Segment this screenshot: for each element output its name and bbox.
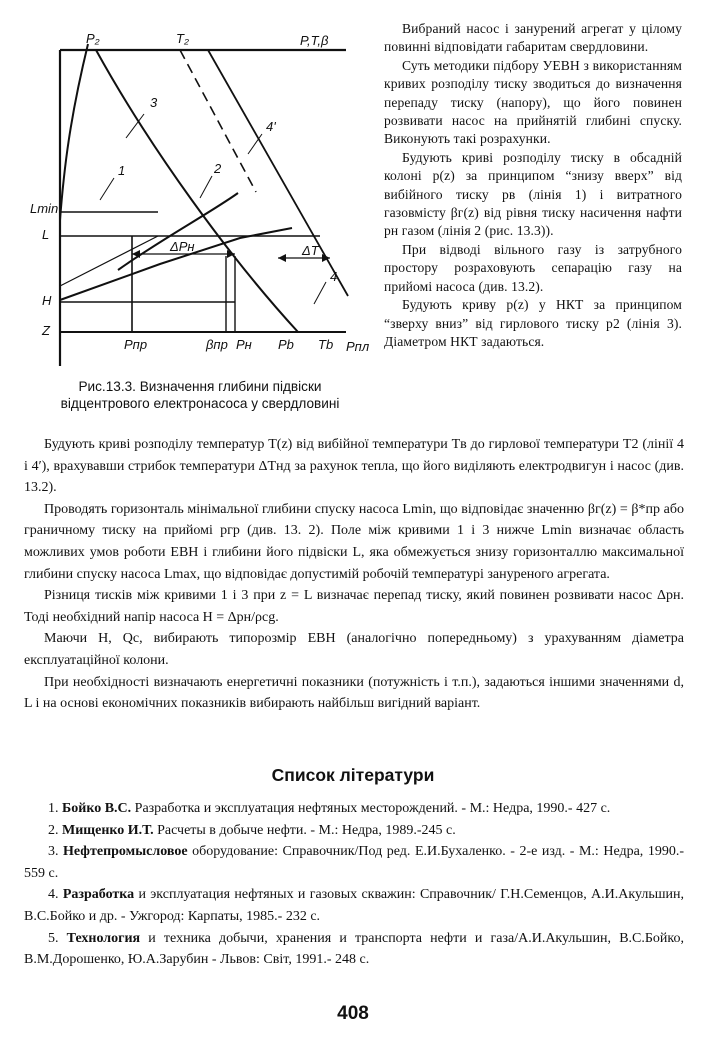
curve-3-tail bbox=[60, 236, 158, 286]
full-width-text bbox=[24, 434, 684, 715]
caption-line-1: Рис.13.3. Визначення глибини підвіски bbox=[78, 379, 322, 394]
reference-item bbox=[24, 820, 684, 842]
reference-number: 2. bbox=[48, 822, 59, 838]
label-curve-3: 3 bbox=[150, 95, 158, 110]
leader-1 bbox=[100, 178, 114, 200]
label-t2: T₂ bbox=[176, 31, 189, 46]
reference-author: Бойко В.С. bbox=[62, 801, 132, 816]
label-axis-top: P,T,β bbox=[300, 33, 329, 48]
figure-caption bbox=[28, 378, 372, 412]
curve-3 bbox=[60, 44, 88, 220]
body-paragraph-5: При необхідності визначають енергетичні показники (потужність і т.п.), задаються іншими значеннями d, L і на основі економічних показників вибирають найбільш вигідний варіант. bbox=[24, 674, 684, 712]
references-heading: Список літератури bbox=[271, 765, 435, 785]
depth-diagram bbox=[30, 28, 375, 376]
right-paragraph-1: Вибраний насос і занурений агрегат у цілому повинні відповідати габаритам свердловини. bbox=[384, 21, 682, 55]
dt-arrowhead-left bbox=[278, 254, 286, 262]
reference-details: и эксплуатация нефтяных и газовых скважин: Справочник/ Г.Н.Семенцов, А.И.Акульшин, В.С.Бойко и др. - Ужгород: Карпаты, 1985.- 232 с. bbox=[24, 887, 684, 924]
label-l: L bbox=[42, 227, 50, 242]
right-paragraph-5: Будують криву p(z) у НКТ за принципом “зверху вниз” від гирлового тиску p2 (лінія 3). Діаметром НКТ задаються. bbox=[384, 297, 682, 349]
label-p2: P₂ bbox=[86, 31, 100, 46]
body-paragraph-4: Маючи H, Qс, вибирають типорозмір ЕВН (аналогічно попередньому) з урахуванням діаметра експлуатаційної колони. bbox=[24, 631, 684, 668]
leader-2 bbox=[200, 176, 212, 198]
right-paragraph-2: Суть методики підбору УЕВН з використанням кривих розподілу тиску зводиться до визначення перепаду тиску (напору), що його повинен розвивати насос на прийнятій глибині спуску. Виконують такі розрахунки. bbox=[384, 57, 682, 147]
reference-item bbox=[24, 928, 684, 971]
label-tb: Tb bbox=[318, 337, 334, 352]
leader-4 bbox=[314, 282, 326, 304]
reference-item bbox=[24, 841, 684, 884]
right-column-text bbox=[384, 20, 682, 351]
reference-number: 4. bbox=[48, 887, 59, 903]
leader-4p bbox=[248, 134, 262, 154]
references-list bbox=[24, 798, 684, 971]
reference-author: Мищенко И.Т. bbox=[62, 822, 154, 838]
reference-author: Нефтепромысловое bbox=[63, 844, 188, 860]
reference-item bbox=[24, 798, 684, 820]
label-curve-2: 2 bbox=[214, 161, 222, 176]
label-z: Z bbox=[42, 323, 50, 338]
label-pn: Pн bbox=[236, 337, 252, 352]
right-paragraph-4: При відводі вільного газу із затрубного простору розраховують сепарацію газу на прийомі насоса (див. 13.2). bbox=[384, 241, 682, 294]
label-h: H bbox=[42, 293, 52, 308]
label-ppl: Pпл bbox=[346, 339, 370, 354]
body-paragraph-1: Будують криві розподілу температур T(z) від вибійної температури Tв до гирлової температури T2 (лінії 4 і 4′), врахувавши стрибок температури ΔTнд за рахунок тепла, що його виділяють електродвигун і насос (див. 13.2). bbox=[24, 437, 684, 496]
label-curve-4-prime: 4' bbox=[266, 119, 276, 134]
right-paragraph-3: Будують криві розподілу тиску в обсадній колоні p(z) за принципом “знизу вверх” від вибійного тиску pв (лінія 1) і витратного газовмісту βг(z) від рівня тиску насичення нафти pн газом (лінія 2 (рис. 13.3)). bbox=[384, 149, 682, 239]
label-bpr: βпр bbox=[206, 337, 228, 352]
reference-item bbox=[24, 884, 684, 927]
caption-line-2: відцентрового електронасоса у свердловині bbox=[60, 396, 340, 411]
label-pb: Pb bbox=[278, 337, 294, 352]
reference-number: 1. bbox=[48, 801, 59, 816]
reference-details: и техника добычи, хранения и транспорта нефти и газа/А.И.Акульшин, В.С.Бойко, В.М.Дорошенко, Ю.А.Зарубин - Львов: Світ, 1991.- 248 с. bbox=[24, 930, 684, 968]
body-paragraph-2: Проводять горизонталь мінімальної глибини спуску насоса Lmin, що відповідає значенню βг(z) = β*пр або граничному тиску на прийомі pгр (див. 13. 2). Поле між кривими 1 і 3 нижче Lmin визначає область можливих умов роботи ЕВН і глибини його підвіски L, яка обмежується знизу горизонталлю максимальної глибини спуску насоса Lmax, що відповідає допустимій робочій температурі зануреного агрегата. bbox=[24, 501, 684, 582]
figure-13-3 bbox=[30, 28, 375, 376]
reference-author: Разработка bbox=[62, 887, 135, 903]
label-dpn: ΔPн bbox=[170, 239, 195, 254]
reference-details: Разработка и эксплуатация нефтяных месторождений. - М.: Недра, 1990.- 427 с. bbox=[131, 801, 611, 816]
reference-author: Технология bbox=[66, 930, 141, 946]
label-dt: ΔT bbox=[302, 243, 319, 258]
page-number: 408 bbox=[337, 1003, 369, 1024]
label-curve-4: 4 bbox=[330, 269, 338, 284]
reference-number: 5. bbox=[48, 930, 59, 946]
body-paragraph-3: Різниця тисків між кривими 1 і 3 при z = L визначає перепад тиску, який повинен розвивати насос Δpн. Тоді необхідний напір насоса H = Δpн/ρсg. bbox=[24, 588, 684, 625]
label-lmin: Lmin bbox=[30, 201, 59, 216]
reference-details: Расчеты в добыче нефти. - М.: Недра, 1989.-245 с. bbox=[153, 822, 456, 838]
label-curve-1: 1 bbox=[118, 163, 126, 178]
reference-number: 3. bbox=[48, 844, 59, 860]
label-ppr: Pпр bbox=[124, 337, 148, 352]
curve-4 bbox=[96, 50, 298, 332]
reference-details: оборудование: Справочник/Под ред. Е.И.Бухаленко. - 2-е изд. - М.: Недра, 1990.- 559 с. bbox=[24, 844, 684, 881]
